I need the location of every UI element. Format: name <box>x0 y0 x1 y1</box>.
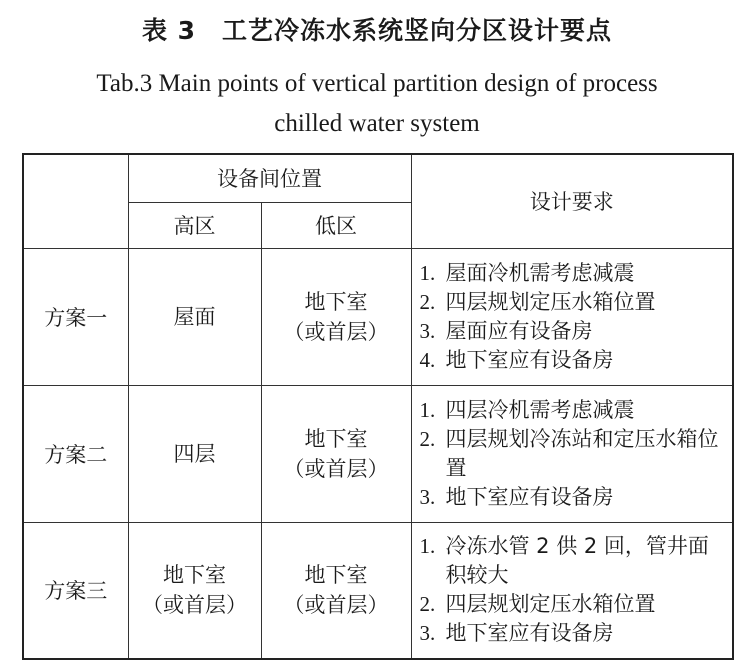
location-line: （或首层） <box>283 319 389 344</box>
high-zone-location <box>128 248 261 385</box>
list-item <box>420 396 729 425</box>
requirement-text: 地下室应有设备房 <box>445 484 614 509</box>
table-title-en-line2: chilled water system <box>274 110 480 137</box>
location-line: （或首层） <box>142 593 247 618</box>
header-row-1 <box>23 154 733 202</box>
requirement-number: 1. <box>419 260 436 285</box>
header-low-zone: 低区 <box>261 202 411 248</box>
requirement-number: 2. <box>419 592 436 617</box>
list-item <box>420 483 729 512</box>
location-line: 屋面 <box>173 304 216 329</box>
high-zone-location <box>128 385 261 522</box>
requirement-text: 屋面应有设备房 <box>445 318 593 343</box>
location-line: 四层 <box>173 441 216 466</box>
location-line: 地下室 <box>304 426 368 451</box>
location-line: （或首层） <box>283 593 389 618</box>
requirements-cell <box>411 385 733 522</box>
table-row <box>23 248 733 385</box>
design-points-table <box>22 153 734 660</box>
requirement-number: 4. <box>419 347 436 372</box>
requirements-cell <box>411 248 733 385</box>
location-line: 地下室 <box>304 289 368 314</box>
requirement-number: 3. <box>419 484 436 509</box>
scheme-name: 方案二 <box>23 385 128 522</box>
list-item <box>420 288 729 317</box>
corner-cell <box>23 154 128 248</box>
requirement-number: 1. <box>419 397 436 422</box>
list-item <box>420 590 729 619</box>
requirements-list <box>412 388 733 520</box>
header-room-location: 设备间位置 <box>128 154 411 202</box>
requirement-number: 3. <box>419 621 436 646</box>
table-body <box>23 248 733 659</box>
low-zone-location <box>261 385 411 522</box>
low-zone-location <box>261 522 411 659</box>
high-zone-location <box>128 522 261 659</box>
requirement-text: 四层冷机需考虑减震 <box>445 397 635 422</box>
header-high-zone: 高区 <box>128 202 261 248</box>
table-title-en-line1: Tab.3 Main points of vertical partition design of process <box>96 70 658 97</box>
requirement-text: 四层规划冷冻站和定压水箱位置 <box>445 426 719 480</box>
location-line: （或首层） <box>283 456 389 481</box>
requirement-number: 2. <box>419 426 436 451</box>
requirement-number: 1. <box>419 534 436 559</box>
requirement-text: 四层规划定压水箱位置 <box>445 592 656 617</box>
requirement-text: 地下室应有设备房 <box>445 621 614 646</box>
list-item <box>420 346 729 375</box>
requirement-text: 四层规划定压水箱位置 <box>445 289 656 314</box>
requirements-cell <box>411 522 733 659</box>
header-requirements: 设计要求 <box>411 154 733 248</box>
requirement-number: 3. <box>419 318 436 343</box>
requirement-text: 地下室应有设备房 <box>445 347 614 372</box>
table-row <box>23 385 733 522</box>
table-row <box>23 522 733 659</box>
table-title-en <box>0 64 754 144</box>
low-zone-location <box>261 248 411 385</box>
list-item <box>420 259 729 288</box>
list-item <box>420 425 729 483</box>
requirement-text: 冷冻水管 2 供 2 回，管井面积较大 <box>445 534 709 588</box>
list-item <box>420 317 729 346</box>
scheme-name: 方案一 <box>23 248 128 385</box>
requirement-number: 2. <box>419 289 436 314</box>
requirements-list <box>412 524 733 656</box>
table-title-cn: 表 3 工艺冷冻水系统竖向分区设计要点 <box>141 16 613 45</box>
location-line: 地下室 <box>304 563 368 588</box>
list-item <box>420 532 729 590</box>
scheme-name: 方案三 <box>23 522 128 659</box>
requirement-text: 屋面冷机需考虑减震 <box>445 260 635 285</box>
location-line: 地下室 <box>163 563 226 588</box>
requirements-list <box>412 251 733 383</box>
list-item <box>420 619 729 648</box>
